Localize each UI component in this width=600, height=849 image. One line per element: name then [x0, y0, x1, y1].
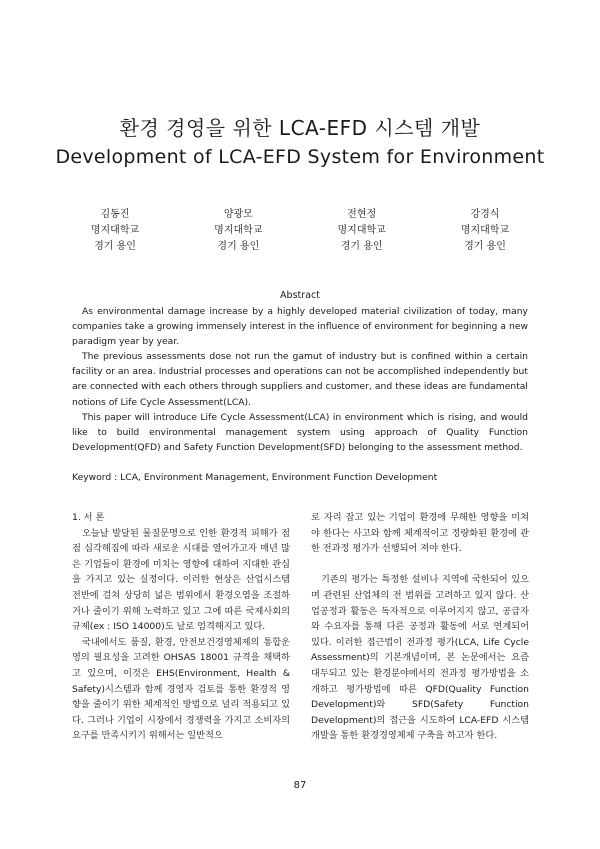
abstract-paragraph: As environmental damage increase by a highly developed material civilization of today, many companies take a growing immensely interest in the influence of environment for beginning a new paradigm year by year.	[72, 306, 528, 348]
author-list	[60, 207, 540, 255]
body-paragraph: 오늘날 발달된 물질문명으로 인한 환경적 피해가 점점 심각해짐에 따라 새로운 시대를 열어가고자 매년 많은 기업들이 환경에 미치는 영향에 대하여 지대한 관심을 가지고 있는 실정이다. 이러한 현상은 산업시스템 전반에 걸쳐 상당히 넓은 범위에서 환경오염을 조절하거나 줄이기 위해 노력하고 있고 그에 따른 국제사회의 규제(ex : ISO 14000)도 날로 엄격해지고 있다.	[72, 527, 290, 633]
paper-title-korean: 환경 경영을 위한 LCA-EFD 시스템 개발	[119, 116, 481, 140]
author-name: 김동진	[100, 209, 130, 220]
keyword-line: Keyword : LCA, Environment Management, Environment Function Development	[72, 472, 438, 483]
abstract-paragraph: This paper will introduce Life Cycle Assessment(LCA) in environment which is rising, and would like to build environmental management system using approach of Quality Function Development(QFD) and Safety Function Development(SFD) belonging to the assessment method.	[72, 411, 528, 453]
section-heading: 1. 서 론	[72, 512, 105, 523]
author-location: 경기 용인	[340, 241, 383, 252]
author-name: 양광모	[223, 209, 253, 220]
abstract-body	[72, 304, 528, 455]
author-name: 전현정	[347, 209, 377, 220]
author-block	[430, 207, 540, 255]
paper-title-english: Development of LCA-EFD System for Environment	[55, 146, 545, 168]
author-location: 경기 용인	[217, 241, 260, 252]
page-number: 87	[293, 780, 307, 791]
paragraph-spacer	[311, 557, 529, 573]
author-name: 강경식	[470, 209, 500, 220]
author-block	[60, 207, 170, 255]
author-location: 경기 용인	[464, 241, 506, 252]
author-block	[183, 207, 293, 255]
body-column-left	[72, 510, 290, 744]
author-affiliation: 명지대학교	[90, 225, 140, 236]
author-affiliation: 명지대학교	[214, 225, 263, 236]
body-column-right	[311, 510, 529, 744]
body-paragraph: 국내에서도 품질, 환경, 안전보건경영체제의 통합운영의 필요성을 고려한 OHSAS 18001 규격을 채택하고 있으며, 이것은 EHS(Environment, Health & Safety)시스템과 함께 경영자 검토를 통한 환경적 영향을 줄이기 위한 체계적인 방법으로 널리 적용되고 있다. 그러나 기업이 시장에서 경쟁력을 가지고 소비자의 요구를 만족시키기 위해서는 일반적으	[72, 636, 290, 742]
body-paragraph: 로 자리 잡고 있는 기업이 환경에 무해한 영향을 미쳐야 한다는 사고와 함께 체계적이고 정량화된 환경에 관한 전과정 평가가 선행되어 져야 한다.	[311, 512, 529, 555]
author-affiliation: 명지대학교	[460, 225, 510, 236]
abstract-paragraph: The previous assessments dose not run the gamut of industry but is confined within a certain facility or an area. Industrial processes and operations can not be accomplished independently but are connected with each others through suppliers and customer, and these ideas are fundamental notions of Life Cycle Assessment(LCA).	[72, 351, 528, 408]
author-block	[307, 207, 417, 255]
abstract-heading: Abstract	[280, 290, 320, 301]
body-paragraph: 기존의 평가는 특정한 설비나 지역에 국한되어 있으며 관련된 산업체의 전 범위를 고려하고 있지 않다. 산업공정과 활동은 독자적으로 이루어지지 않고, 공급자와 수요자를 통해 다른 공정과 활동에 서로 연계되어 있다. 이러한 접근법이 전과정 평가(LCA, Life Cycle Assessment)의 기본개념이며, 본 논문에서는 요즘 대두되고 있는 환경분야에서의 전과정 평가방법을 소개하고 평가방법에 따른 QFD(Quality Function Development)와 SFD(Safety Function Development)의 접근을 시도하여 LCA-EFD 시스템 개발을 통한 환경경영체제 구축을 하고자 한다.	[311, 574, 529, 742]
author-affiliation: 명지대학교	[337, 225, 386, 236]
author-location: 경기 용인	[94, 241, 136, 252]
